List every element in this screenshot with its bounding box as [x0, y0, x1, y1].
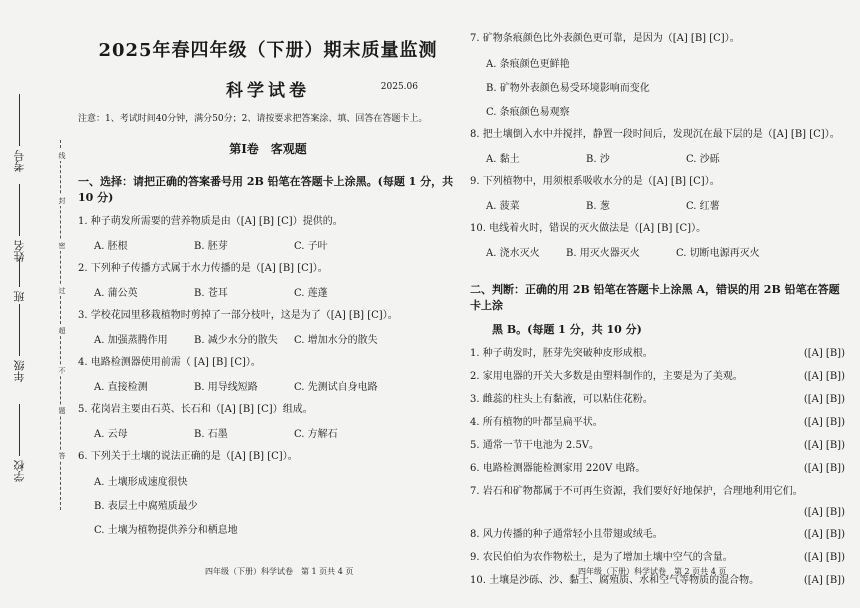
- exam-subtitle: 科学试卷 2025.06: [226, 81, 418, 101]
- question-3: 3. 学校花园里移栽植物时剪掉了一部分枝叶，这是为了（[A] [B] [C]）。: [78, 310, 398, 321]
- page-2: [470, 28, 845, 587]
- option: B. 沙: [586, 154, 610, 165]
- part2-heading: 二、判断：正确的用 2B 铅笔在答题卡上涂黑 A，错误的用 2B 铅笔在答题卡上涂 黑 B。(每题 1 分，共 10 分): [470, 283, 840, 336]
- option: C. 红薯: [686, 201, 720, 212]
- answer-mark: ([A] [B]): [803, 348, 845, 359]
- answer-mark: ([A] [B]): [803, 417, 845, 428]
- question-1: 1. 种子萌发所需要的营养物质是由（[A] [B] [C]）提供的。: [78, 216, 343, 227]
- exam-title: 2025年春四年级（下册）期末质量监测: [98, 40, 438, 61]
- page-1: [78, 28, 458, 536]
- option: A. 黏土: [486, 154, 520, 165]
- option: B. 表层土中腐殖质最少: [94, 501, 198, 512]
- grade-field: 年级: [12, 300, 28, 382]
- option: A. 直接检测: [94, 382, 148, 393]
- option: C. 莲蓬: [294, 288, 328, 299]
- seal-char: 过: [58, 287, 66, 294]
- question-3-options: [78, 331, 458, 346]
- judge-item-1: 1. 种子萌发时，胚芽先突破种皮形成根。 ([A] [B]): [470, 348, 845, 359]
- seal-char: 线: [58, 152, 66, 159]
- part1-heading: 一、选择：请把正确的答案番号用 2B 铅笔在答题卡上涂黑。(每题 1 分，共 10 分): [78, 175, 454, 204]
- judge-item-5: 5. 通常一节干电池为 2.5V。 ([A] [B]): [470, 440, 845, 451]
- judge-item-8: 8. 风力传播的种子通常轻小且带翅或绒毛。 ([A] [B]): [470, 529, 845, 540]
- judge-item-9: 9. 农民伯伯为农作物松土，是为了增加土壤中空气的含量。 ([A] [B]): [470, 552, 845, 563]
- question-10: 10. 电线着火时，错误的灭火做法是（[A] [B] [C]）。: [470, 223, 707, 234]
- judge-item-7: 7. 岩石和矿物都属于不可再生资源，我们要好好地保护，合理地利用它们。: [470, 486, 803, 497]
- option: B. 苍耳: [194, 288, 228, 299]
- option: C. 条痕颜色易观察: [486, 107, 570, 118]
- judge-item-4: 4. 所有植物的叶都呈扁平状。 ([A] [B]): [470, 417, 845, 428]
- question-4-options: [78, 378, 458, 393]
- answer-mark: ([A] [B]): [803, 529, 845, 540]
- option: A. 胚根: [94, 241, 128, 252]
- option: B. 胚芽: [194, 241, 228, 252]
- option: A. 土壤形成速度很快: [94, 477, 188, 488]
- option: B. 用导线短路: [194, 382, 258, 393]
- question-2: 2. 下列种子传播方式属于水力传播的是（[A] [B] [C]）。: [78, 263, 328, 274]
- answer-mark: ([A] [B]): [803, 394, 845, 405]
- exam-date: 2025.06: [380, 82, 418, 92]
- school-field: 学校: [12, 400, 28, 482]
- option: A. 蒲公英: [94, 288, 138, 299]
- option: C. 沙砾: [686, 154, 720, 165]
- question-7: 7. 矿物条痕颜色比外表颜色更可靠，是因为（[A] [B] [C]）。: [470, 33, 740, 44]
- option: B. 减少水分的散失: [194, 335, 278, 346]
- option: B. 矿物外表颜色易受环境影响而变化: [486, 83, 650, 94]
- answer-mark: ([A] [B]): [803, 575, 845, 586]
- answer-mark: ([A] [B]): [803, 440, 845, 451]
- option: A. 菠菜: [486, 201, 520, 212]
- class-field: 班: [12, 255, 28, 302]
- question-2-options: [78, 284, 458, 299]
- option: C. 增加水分的散失: [294, 335, 378, 346]
- option: A. 条痕颜色更鲜艳: [486, 59, 570, 70]
- question-1-options: [78, 237, 458, 252]
- section-heading: 第Ⅰ卷 客观题: [229, 142, 307, 156]
- option: B. 葱: [586, 201, 610, 212]
- option: B. 石墨: [194, 429, 228, 440]
- question-9-options: [470, 197, 845, 212]
- question-9: 9. 下列植物中，用须根系吸收水分的是（[A] [B] [C]）。: [470, 176, 720, 187]
- option: A. 加强蒸腾作用: [94, 335, 168, 346]
- answer-mark: ([A] [B]): [803, 371, 845, 382]
- seal-char: 不: [58, 367, 66, 374]
- seal-char: 密: [58, 242, 66, 249]
- option: C. 方解石: [294, 429, 338, 440]
- option: A. 云母: [94, 429, 128, 440]
- answer-mark: ([A] [B]): [803, 463, 845, 474]
- judge-item-2: 2. 家用电器的开关大多数是由塑料制作的，主要是为了美观。 ([A] [B]): [470, 371, 845, 382]
- answer-mark: ([A] [B]): [803, 552, 845, 563]
- page-2-footer: 四年级（下册）科学试卷 第 2 页共 4 页: [578, 567, 727, 576]
- judge-item-6: 6. 电路检测器能检测家用 220V 电路。 ([A] [B]): [470, 463, 845, 474]
- page-1-footer: 四年级（下册）科学试卷 第 1 页共 4 页: [205, 567, 354, 576]
- judge-item-10: 10. 土壤是沙砾、沙、黏土、腐殖质、水和空气等物质的混合物。 ([A] [B]): [470, 575, 845, 586]
- seal-char: 答: [58, 452, 66, 459]
- option: C. 切断电源再灭火: [676, 248, 760, 259]
- option: C. 先测试自身电路: [294, 382, 378, 393]
- binding-margin: [0, 0, 72, 608]
- exam-number-field: 考号: [12, 90, 28, 172]
- seal-char: 题: [58, 407, 66, 414]
- question-6: 6. 下列关于土壤的说法正确的是（[A] [B] [C]）。: [78, 451, 298, 462]
- question-8-options: [470, 150, 845, 165]
- option: C. 子叶: [294, 241, 328, 252]
- option: B. 用灭火器灭火: [566, 248, 640, 259]
- name-field: 姓名: [12, 180, 28, 262]
- seal-char: 超: [58, 327, 66, 334]
- option: C. 土壤为植物提供养分和栖息地: [94, 525, 238, 536]
- question-10-options: [470, 244, 845, 259]
- seal-char: 封: [58, 197, 66, 204]
- judge-item-3: 3. 雌蕊的柱头上有黏液，可以粘住花粉。 ([A] [B]): [470, 394, 845, 405]
- option: A. 浇水灭火: [486, 248, 540, 259]
- question-4: 4. 电路检测器使用前需（ [A] [B] [C]）。: [78, 357, 261, 368]
- question-8: 8. 把土壤倒入水中并搅拌，静置一段时间后，发现沉在最下层的是（[A] [B] [C]）。: [470, 129, 840, 140]
- answer-mark: ([A] [B]): [803, 507, 845, 518]
- exam-note: 注意：1、考试时间40分钟，满分50分；2、请按要求把答案涂、填、回答在答题卡上。: [78, 114, 428, 124]
- question-5-options: [78, 425, 458, 440]
- question-5: 5. 花岗岩主要由石英、长石和（[A] [B] [C]）组成。: [78, 404, 313, 415]
